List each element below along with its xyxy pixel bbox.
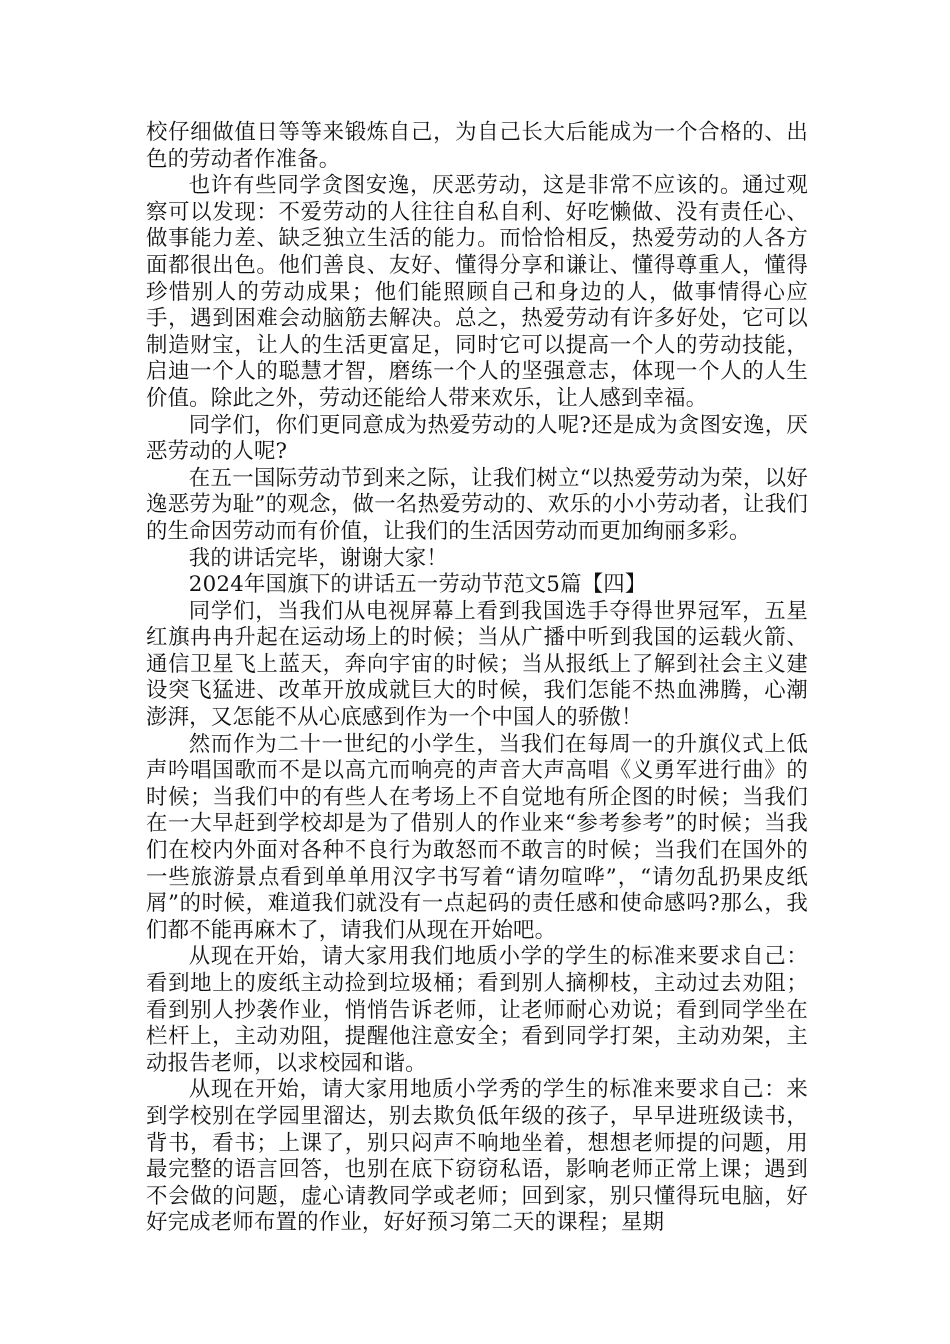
paragraph: 同学们，当我们从电视屏幕上看到我国选手夺得世界冠军，五星红旗冉冉升起在运动场上的时候；当从广播中听到我国的运载火箭、通信卫星飞上蓝天，奔向宇宙的时候；当从报纸上了解到社会主义建设突飞猛进、改革开放成就巨大的时候，我们怎能不热血沸腾，心潮澎湃，又怎能不从心底感到作为一个中国人的骄傲！ <box>146 598 808 731</box>
paragraph: 在五一国际劳动节到来之际，让我们树立“以热爱劳动为荣，以好逸恶劳为耻”的观念，做一名热爱劳动的、欢乐的小小劳动者，让我们的生命因劳动而有价值，让我们的生活因劳动而更加绚丽多彩。 <box>146 465 808 544</box>
section-heading: 2024年国旗下的讲话五一劳动节范文5篇【四】 <box>188 572 647 598</box>
paragraph: 然而作为二十一世纪的小学生，当我们在每周一的升旗仪式上低声吟唱国歌而不是以高亢而响亮的声音大声高唱《义勇军进行曲》的时候；当我们中的有些人在考场上不自觉地有所企图的时候；当我们在一大早赶到学校却是为了借别人的作业来“参考参考”的时候；当我们在校内外面对各种不良行为敢怒而不敢言的时候；当我们在国外的一些旅游景点看到单单用汉字书写着“请勿喧哗”，“请勿乱扔果皮纸屑”的时候，难道我们就没有一点起码的责任感和使命感吗?那么，我们都不能再麻木了，请我们从现在开始吧。 <box>146 731 808 943</box>
paragraph: 我的讲话完毕，谢谢大家！ <box>188 545 448 571</box>
paragraph: 也许有些同学贪图安逸，厌恶劳动，这是非常不应该的。通过观察可以发现：不爱劳动的人往往自私自利、好吃懒做、没有责任心、做事能力差、缺乏独立生活的能力。而恰恰相反，热爱劳动的人各方面都很出色。他们善良、友好、懂得分享和谦让、懂得尊重人，懂得珍惜别人的劳动成果；他们能照顾自己和身边的人，做事情得心应手，遇到困难会动脑筋去解决。总之，热爱劳动有许多好处，它可以制造财宝，让人的生活更富足，同时它可以提高一个人的劳动技能，启迪一个人的聪慧才智，磨练一个人的坚强意志，体现一个人的人生价值。除此之外，劳动还能给人带来欢乐，让人感到幸福。 <box>146 173 808 411</box>
paragraph: 校仔细做值日等等来锻炼自己，为自己长大后能成为一个合格的、出色的劳动者作准备。 <box>146 120 808 172</box>
paragraph: 从现在开始，请大家用地质小学秀的学生的标准来要求自己：来到学校别在学园里溜达，别去欺负低年级的孩子，早早进班级读书，背书，看书；上课了，别只闷声不响地坐着，想想老师提的问题，用最完整的语言回答，也别在底下窃窃私语，影响老师正常上课；遇到不会做的问题，虚心请教同学或老师；回到家，别只懂得玩电脑，好好完成老师布置的作业，好好预习第二天的课程；星期 <box>146 1077 808 1236</box>
paragraph: 从现在开始，请大家用我们地质小学的学生的标准来要求自己：看到地上的废纸主动捡到垃圾桶；看到别人摘柳枝，主动过去劝阻；看到别人抄袭作业，悄悄告诉老师，让老师耐心劝说；看到同学坐在栏杆上，主动劝阻，提醒他注意安全；看到同学打架，主动劝架，主动报告老师，以求校园和谐。 <box>146 944 808 1076</box>
document-body <box>146 120 808 1237</box>
paragraph: 同学们，你们更同意成为热爱劳动的人呢?还是成为贪图安逸，厌恶劳动的人呢? <box>146 412 808 465</box>
